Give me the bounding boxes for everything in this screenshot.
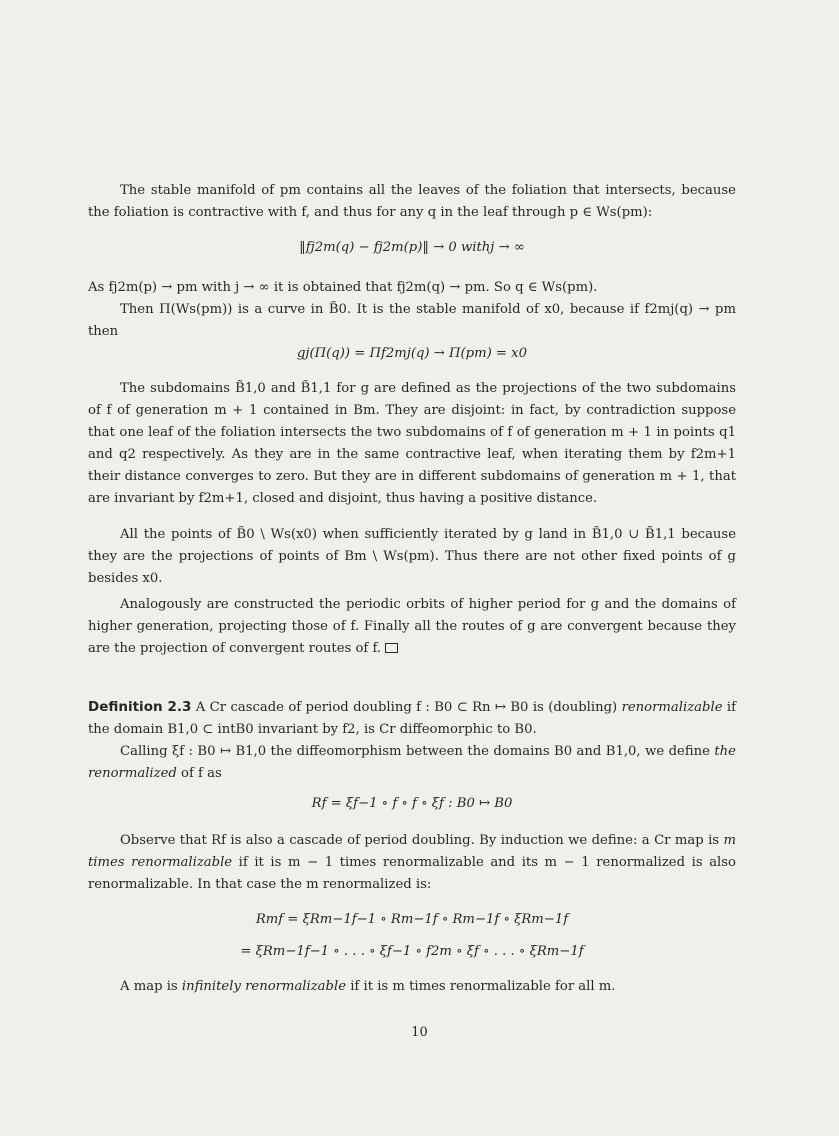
infinitely-text-b: if it is m times renormalizable for all m.: [350, 979, 616, 994]
definition-2-3: [88, 696, 736, 741]
periodic-orbits-text: Analogously are constructed the periodic orbits of higher period for g and the domains of higher generation, projecting those of f. Finally all the routes of g are convergent because they are the projection of convergent routes of f.: [88, 597, 736, 656]
definition-term: renormalizable: [621, 700, 723, 715]
page-number: 10: [411, 1025, 428, 1040]
renormalized-text-b: of f as: [181, 766, 222, 781]
induction-term: m times renormalizable: [88, 833, 736, 870]
renormalized-text-a: Calling ξf : B0 ↦ B1,0 the diffeomorphism between the domains B0 and B1,0, we define: [120, 744, 710, 759]
equation-norm-limit: ‖fj2m(q) − fj2m(p)‖ → 0 withj → ∞: [299, 240, 525, 255]
infinitely-term: infinitely renormalizable: [181, 979, 347, 994]
definition-heading: Definition 2.3: [88, 699, 192, 715]
definition-text-1: A Cr cascade of period doubling f : B0 ⊂ Rn ↦ B0 is (doubling): [195, 700, 618, 715]
equation-m-renormalized-1: Rmf = ξRm−1f−1 ∘ Rm−1f ∘ Rm−1f ∘ ξRm−1f: [255, 912, 569, 927]
paragraph-renormalized: [88, 741, 736, 785]
paragraph-induction: [88, 830, 736, 896]
induction-text-a: Observe that Rf is also a cascade of period doubling. By induction we define: a Cr map is: [120, 833, 720, 848]
qed-box-icon: [385, 643, 398, 653]
induction-text-b: if it is m − 1 times renormalizable and its m − 1 renormalized is also renormalizable. In that case the m renormalized is:: [88, 855, 736, 892]
definition-text-2: if the domain B1,0 ⊂ intB0 invariant by f2, is Cr diffeomorphic to B0.: [88, 700, 736, 737]
paragraph-periodic-orbits: [88, 594, 736, 660]
equation-m-renormalized-2: = ξRm−1f−1 ∘ . . . ∘ ξf−1 ∘ f2m ∘ ξf ∘ . . . ∘ ξRm−1f: [240, 944, 584, 959]
paragraph-infinitely: [88, 976, 736, 998]
equation-projection: gj(Π(q)) = Πf2mj(q) → Π(pm) = x0: [296, 346, 527, 361]
renormalized-term: the renormalized: [88, 744, 736, 781]
infinitely-text-a: A map is: [120, 979, 178, 994]
paragraph-convergence: As fj2m(p) → pm with j → ∞ it is obtained that fj2m(q) → pm. So q ∈ Ws(pm).: [88, 280, 598, 295]
paragraph-curve: Then Π(Ws(pm)) is a curve in B̃0. It is the stable manifold of x0, because if f2mj(q) → pm then: [88, 302, 736, 339]
paragraph-stable-manifold: The stable manifold of pm contains all the leaves of the foliation that intersects, because the foliation is contractive with f, and thus for any q in the leaf through p ∈ Ws(pm):: [88, 183, 736, 220]
paragraph-fixed-points: All the points of B̃0 \ Ws(x0) when sufficiently iterated by g land in B̃1,0 ∪ B̃1,1 because they are the projections of points of Bm \ Ws(pm). Thus there are not other fixed points of g besides x0.: [88, 527, 736, 586]
equation-renormalization: Rf = ξf−1 ∘ f ∘ f ∘ ξf : B0 ↦ B0: [311, 796, 513, 811]
paragraph-subdomains: The subdomains B̃1,0 and B̃1,1 for g are defined as the projections of the two subdomains of f of generation m + 1 contained in Bm. They are disjoint: in fact, by contradiction suppose that one leaf of the foliation intersects the two subdomains of f of generation m + 1 in points q1 and q2 respectively. As they are in the same contractive leaf, when iterating them by f2m+1 their distance converges to zero. But they are in different subdomains of generation m + 1, that are invariant by f2m+1, closed and disjoint, thus having a positive distance.: [88, 381, 736, 506]
